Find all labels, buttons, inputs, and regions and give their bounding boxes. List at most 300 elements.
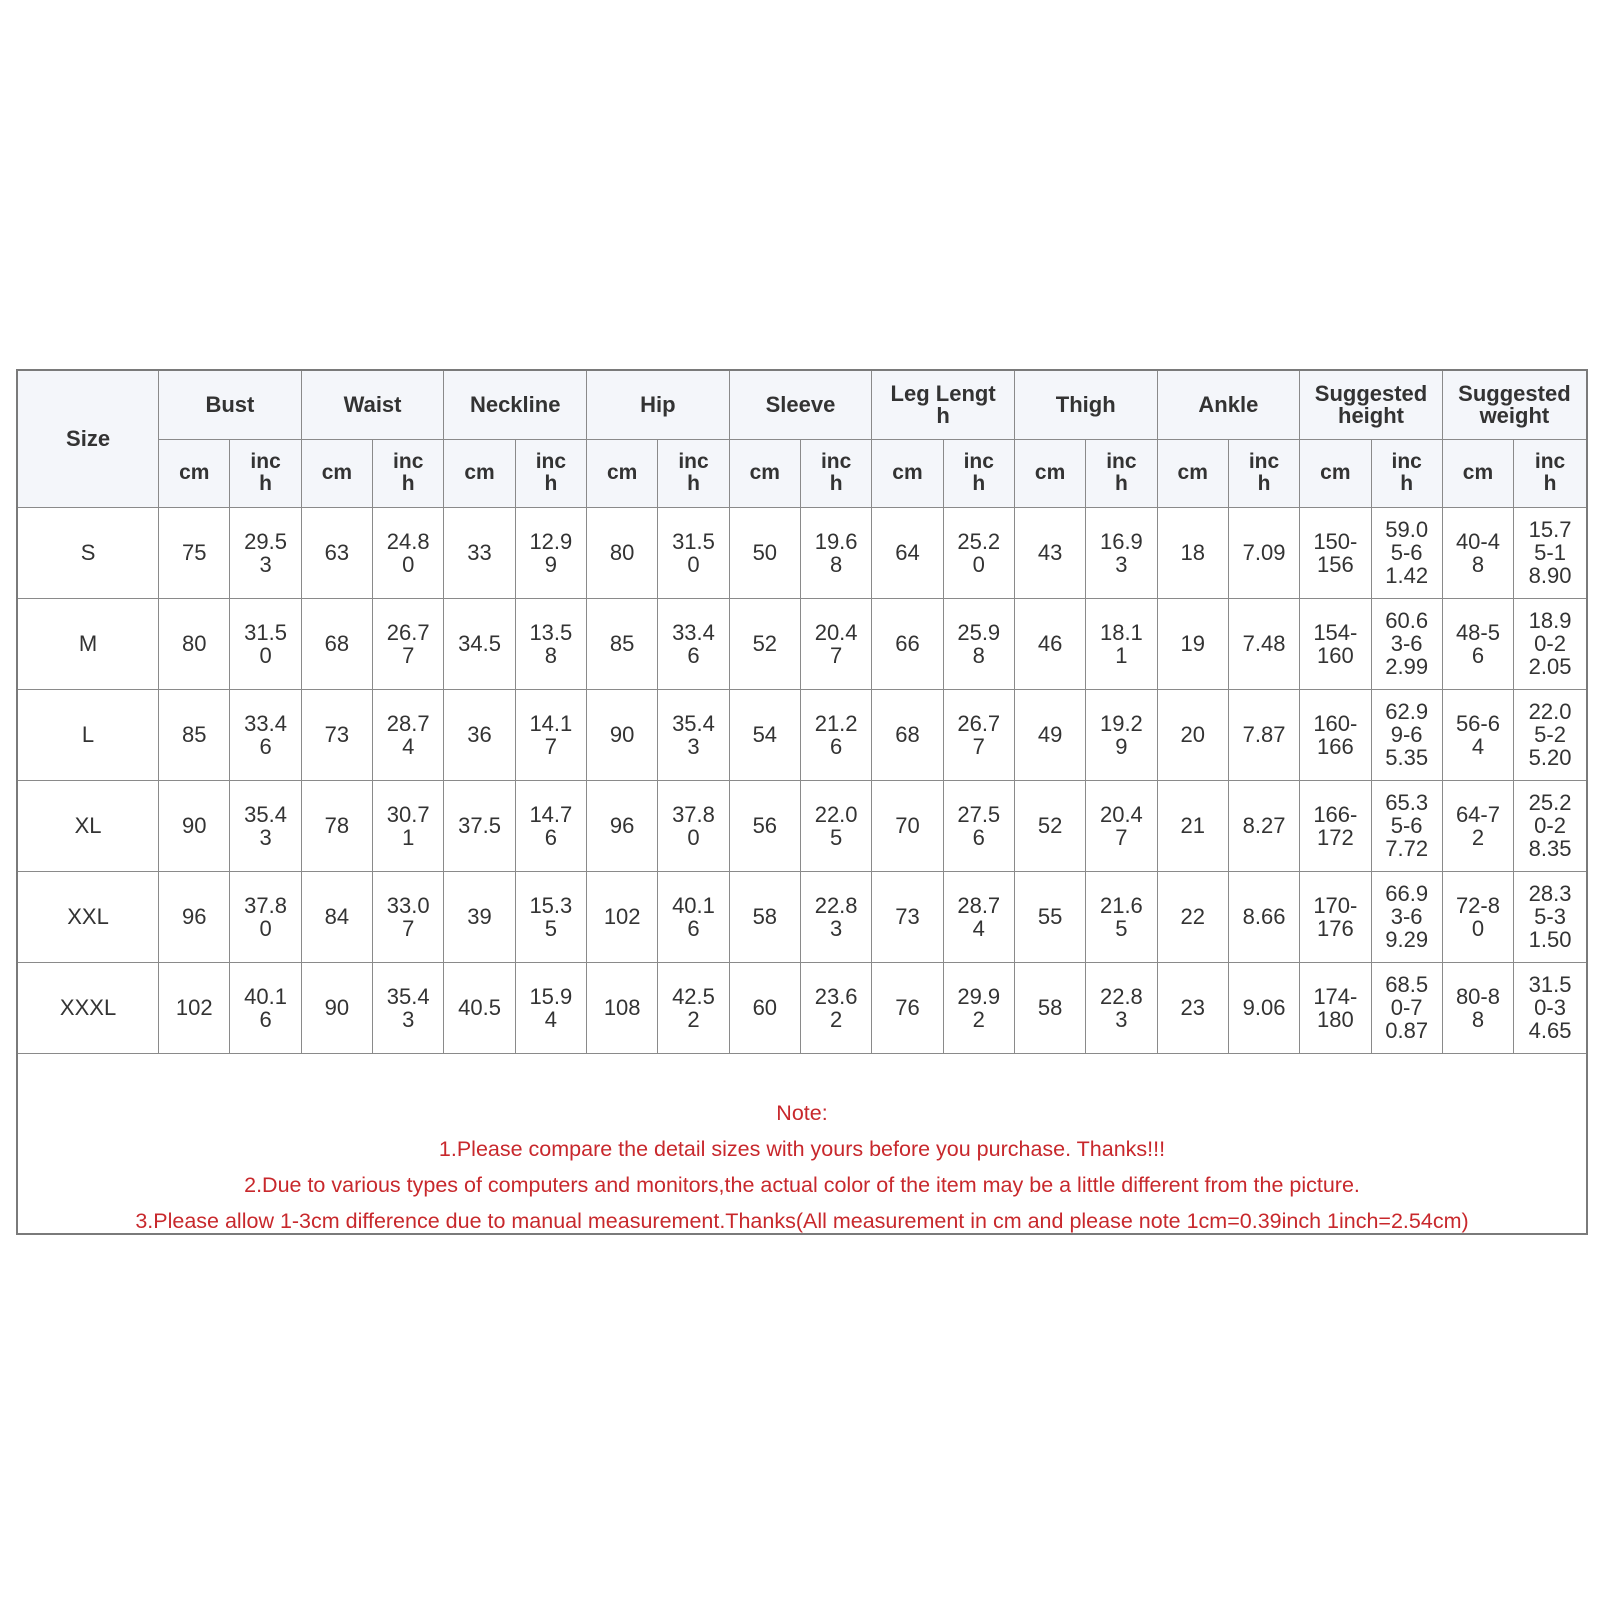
table-cell: [230, 507, 301, 598]
cell-value: 15.35: [529, 892, 573, 941]
cell-value: 56: [752, 813, 778, 838]
cell-value: 154-160: [1313, 619, 1358, 668]
table-cell: [515, 871, 586, 962]
unit-header: [587, 439, 658, 507]
cell-value: 62.99-65.35: [1385, 699, 1429, 770]
table-cell: [729, 962, 800, 1053]
cell-value: 166-172: [1313, 801, 1358, 850]
table-cell: [373, 962, 444, 1053]
cell-value: 85: [182, 722, 207, 747]
table-cell: [373, 507, 444, 598]
group-header-label: Ankle: [1198, 391, 1259, 417]
group-header: [1014, 371, 1157, 439]
table-cell: [1228, 871, 1299, 962]
unit-header: [872, 439, 943, 507]
table-cell: [872, 780, 943, 871]
table-cell: [1442, 871, 1513, 962]
cell-value: 72-80: [1455, 892, 1500, 941]
cell-value: 68.50-70.87: [1385, 972, 1429, 1043]
unit-header: [1442, 439, 1513, 507]
table-cell: [230, 598, 301, 689]
cell-value: 19: [1180, 631, 1205, 656]
table-cell: [1514, 962, 1586, 1053]
table-cell: [301, 962, 372, 1053]
size-label: L: [18, 689, 159, 780]
cell-value: 7.48: [1242, 631, 1286, 656]
cell-value: 39: [467, 904, 492, 929]
table-cell: [1157, 962, 1228, 1053]
cell-value: 70: [895, 813, 920, 838]
unit-header: [800, 439, 871, 507]
table-cell: [373, 871, 444, 962]
cell-value: 46: [1037, 631, 1063, 656]
table-cell: [230, 962, 301, 1053]
cell-value: 75: [182, 540, 207, 565]
cell-value: 13.58: [529, 619, 573, 668]
table-cell: [800, 962, 871, 1053]
cell-value: 24.80: [386, 528, 430, 577]
cell-value: 55: [1037, 904, 1063, 929]
table-cell: [1014, 871, 1085, 962]
cell-value: 8.27: [1242, 813, 1286, 838]
table-cell: [1086, 962, 1157, 1053]
table-cell: [1300, 871, 1371, 962]
cell-value: 96: [609, 813, 635, 838]
cell-value: 14.76: [529, 801, 573, 850]
cell-value: 50: [752, 540, 778, 565]
size-label: XXXL: [18, 962, 159, 1053]
unit-header: [373, 439, 444, 507]
table-cell: [373, 598, 444, 689]
unit-header-label: cm: [749, 461, 780, 484]
table-cell: [444, 507, 515, 598]
cell-value: 26.77: [386, 619, 430, 668]
table-cell: [230, 689, 301, 780]
cell-value: 150-156: [1313, 528, 1358, 577]
cell-value: 54: [752, 722, 778, 747]
table-cell: [1228, 507, 1299, 598]
cell-value: 64-72: [1455, 801, 1500, 850]
cell-value: 63: [324, 540, 350, 565]
unit-header: [1228, 439, 1299, 507]
table-cell: [230, 780, 301, 871]
table-cell: [1014, 507, 1085, 598]
unit-header: [943, 439, 1014, 507]
unit-header-label: cm: [1462, 461, 1494, 484]
cell-value: 21: [1180, 813, 1205, 838]
unit-header-label: inch: [678, 450, 709, 495]
table-cell: [1014, 780, 1085, 871]
cell-value: 66: [895, 631, 920, 656]
table-cell: [943, 598, 1014, 689]
table-cell: [943, 962, 1014, 1053]
cell-value: 73: [895, 904, 920, 929]
cell-value: 25.20: [957, 528, 1001, 577]
table-cell: [1086, 871, 1157, 962]
cell-value: 21.26: [814, 710, 858, 759]
unit-header: [1514, 439, 1586, 507]
table-cell: [1371, 507, 1442, 598]
table-cell: [1014, 598, 1085, 689]
unit-header: [1300, 439, 1371, 507]
cell-value: 22.05: [814, 801, 858, 850]
cell-value: 90: [609, 722, 635, 747]
cell-value: 68: [895, 722, 920, 747]
cell-value: 28.35-31.50: [1528, 881, 1572, 952]
cell-value: 22.05-25.20: [1528, 699, 1572, 770]
cell-value: 29.53: [244, 528, 287, 577]
table-row: [18, 780, 1586, 871]
unit-header-label: cm: [1034, 461, 1066, 484]
note-line-2: 2.Due to various types of computers and monitors,the actual color of the item may be a little different from the picture.: [244, 1173, 1360, 1197]
cell-value: 18.11: [1099, 619, 1143, 668]
cell-value: 31.50: [672, 528, 715, 577]
table-cell: [1371, 780, 1442, 871]
unit-header-label: cm: [179, 461, 210, 484]
table-cell: [159, 507, 230, 598]
cell-value: 33: [467, 540, 492, 565]
group-header-label: Sleeve: [765, 391, 836, 417]
unit-header: [729, 439, 800, 507]
table-cell: [1228, 780, 1299, 871]
table-cell: [301, 598, 372, 689]
group-header-label: Neckline: [469, 391, 561, 417]
table-cell: [515, 598, 586, 689]
cell-value: 42.52: [672, 983, 715, 1032]
cell-value: 7.09: [1242, 540, 1286, 565]
cell-value: 15.94: [529, 983, 573, 1032]
table-cell: [1228, 689, 1299, 780]
cell-value: 16.93: [1099, 528, 1143, 577]
table-row: [18, 507, 1586, 598]
cell-value: 34.5: [458, 631, 501, 656]
cell-value: 40.16: [244, 983, 287, 1032]
table-cell: [1514, 598, 1586, 689]
unit-header: [1157, 439, 1228, 507]
table-cell: [800, 598, 871, 689]
cell-value: 102: [175, 995, 213, 1020]
unit-header-label: inch: [963, 450, 994, 495]
table-cell: [587, 689, 658, 780]
group-header-label: Hip: [640, 391, 676, 417]
cell-value: 85: [609, 631, 635, 656]
table-cell: [373, 689, 444, 780]
unit-header-label: inch: [1391, 450, 1422, 495]
table-cell: [1371, 962, 1442, 1053]
cell-value: 90: [182, 813, 207, 838]
table-cell: [729, 689, 800, 780]
cell-value: 21.65: [1099, 892, 1143, 941]
table-cell: [658, 871, 729, 962]
table-cell: [1371, 598, 1442, 689]
unit-header-label: cm: [464, 461, 495, 484]
unit-header: [1014, 439, 1085, 507]
unit-header-label: cm: [1177, 461, 1208, 484]
table-cell: [587, 780, 658, 871]
cell-value: 23.62: [814, 983, 858, 1032]
unit-header: [444, 439, 515, 507]
cell-value: 160-166: [1313, 710, 1358, 759]
table-cell: [1014, 962, 1085, 1053]
cell-value: 60.63-62.99: [1385, 608, 1429, 679]
group-header-label: Waist: [343, 391, 402, 417]
size-label: XL: [18, 780, 159, 871]
cell-value: 22: [1180, 904, 1205, 929]
table-cell: [658, 598, 729, 689]
table-cell: [1228, 962, 1299, 1053]
table-cell: [1514, 507, 1586, 598]
table-cell: [729, 780, 800, 871]
table-cell: [1086, 780, 1157, 871]
table-cell: [800, 507, 871, 598]
table-cell: [1014, 689, 1085, 780]
cell-value: 40-48: [1455, 528, 1500, 577]
cell-value: 33.07: [386, 892, 430, 941]
cell-value: 22.83: [1099, 983, 1143, 1032]
cell-value: 12.99: [529, 528, 573, 577]
table-cell: [1442, 962, 1513, 1053]
table-cell: [587, 507, 658, 598]
table-cell: [159, 962, 230, 1053]
table-cell: [1442, 780, 1513, 871]
group-header: [444, 371, 587, 439]
group-header: [872, 371, 1015, 439]
table-cell: [1300, 598, 1371, 689]
cell-value: 35.43: [244, 801, 287, 850]
cell-value: 8.66: [1242, 904, 1286, 929]
cell-value: 36: [467, 722, 492, 747]
cell-value: 20.47: [814, 619, 858, 668]
cell-value: 40.5: [458, 995, 501, 1020]
table-cell: [1442, 598, 1513, 689]
cell-value: 80: [609, 540, 635, 565]
size-label: XXL: [18, 871, 159, 962]
table-cell: [159, 689, 230, 780]
unit-header-label: inch: [820, 450, 852, 495]
cell-value: 20: [1180, 722, 1205, 747]
group-header: [1157, 371, 1300, 439]
table-cell: [872, 598, 943, 689]
unit-header: [159, 439, 230, 507]
cell-value: 18.90-22.05: [1528, 608, 1572, 679]
unit-header-label: inch: [1248, 450, 1280, 495]
table-cell: [658, 780, 729, 871]
group-header-label: Suggested height: [1314, 380, 1428, 428]
cell-value: 52: [1037, 813, 1063, 838]
table-cell: [943, 507, 1014, 598]
cell-value: 65.35-67.72: [1385, 790, 1429, 861]
table-cell: [729, 507, 800, 598]
cell-value: 43: [1037, 540, 1063, 565]
table-cell: [301, 780, 372, 871]
table-cell: [1514, 871, 1586, 962]
table-cell: [587, 871, 658, 962]
cell-value: 33.46: [672, 619, 715, 668]
cell-value: 37.80: [244, 892, 287, 941]
table-cell: [373, 780, 444, 871]
cell-value: 33.46: [244, 710, 287, 759]
table-cell: [444, 962, 515, 1053]
size-label: S: [18, 507, 159, 598]
unit-header-label: cm: [606, 461, 638, 484]
cell-value: 18: [1180, 540, 1205, 565]
group-header: [159, 371, 302, 439]
cell-value: 68: [324, 631, 350, 656]
cell-value: 37.5: [458, 813, 501, 838]
cell-value: 14.17: [529, 710, 573, 759]
table-cell: [1086, 507, 1157, 598]
table-cell: [872, 689, 943, 780]
cell-value: 28.74: [386, 710, 430, 759]
table-row: [18, 871, 1586, 962]
cell-value: 20.47: [1099, 801, 1143, 850]
unit-header-label: inch: [1106, 450, 1137, 495]
unit-header: [515, 439, 586, 507]
cell-value: 84: [324, 904, 350, 929]
cell-value: 108: [603, 995, 641, 1020]
table-row: [18, 689, 1586, 780]
group-header-label: Thigh: [1055, 391, 1116, 417]
table-cell: [587, 598, 658, 689]
unit-header: [301, 439, 372, 507]
table-cell: [1514, 780, 1586, 871]
table-cell: [301, 871, 372, 962]
cell-value: 90: [324, 995, 350, 1020]
table-cell: [729, 871, 800, 962]
cell-value: 66.93-69.29: [1385, 881, 1429, 952]
table-cell: [1157, 780, 1228, 871]
table-cell: [1157, 871, 1228, 962]
table-cell: [444, 689, 515, 780]
cell-value: 96: [182, 904, 207, 929]
cell-value: 15.75-18.90: [1528, 517, 1572, 588]
group-header-label: Suggested weight: [1458, 380, 1571, 428]
table-cell: [301, 689, 372, 780]
table-row: [18, 962, 1586, 1053]
group-header-label: Bust: [205, 391, 255, 417]
cell-value: 7.87: [1242, 722, 1286, 747]
cell-value: 49: [1037, 722, 1063, 747]
cell-value: 22.83: [814, 892, 858, 941]
table-cell: [1442, 507, 1513, 598]
cell-value: 29.92: [957, 983, 1001, 1032]
table-cell: [800, 780, 871, 871]
cell-value: 174-180: [1313, 983, 1358, 1032]
table-cell: [230, 871, 301, 962]
unit-header-label: inch: [393, 450, 424, 495]
cell-value: 52: [752, 631, 778, 656]
table-cell: [943, 871, 1014, 962]
cell-value: 35.43: [386, 983, 430, 1032]
size-table: [18, 371, 1586, 1054]
group-header: [301, 371, 444, 439]
cell-value: 58: [1037, 995, 1063, 1020]
table-cell: [1228, 598, 1299, 689]
table-cell: [1371, 689, 1442, 780]
table-cell: [1086, 689, 1157, 780]
table-cell: [1442, 689, 1513, 780]
cell-value: 37.80: [672, 801, 715, 850]
unit-header: [230, 439, 301, 507]
table-cell: [515, 780, 586, 871]
table-cell: [729, 598, 800, 689]
cell-value: 80-88: [1455, 983, 1500, 1032]
cell-value: 78: [324, 813, 350, 838]
table-cell: [872, 507, 943, 598]
cell-value: 26.77: [957, 710, 1001, 759]
cell-value: 73: [324, 722, 350, 747]
table-cell: [872, 962, 943, 1053]
cell-value: 30.71: [386, 801, 430, 850]
table-cell: [658, 962, 729, 1053]
unit-header-label: inch: [535, 450, 567, 495]
table-cell: [301, 507, 372, 598]
group-header: [729, 371, 872, 439]
unit-header: [1086, 439, 1157, 507]
table-cell: [658, 689, 729, 780]
cell-value: 60: [752, 995, 778, 1020]
cell-value: 25.20-28.35: [1528, 790, 1572, 861]
unit-header-label: inch: [1534, 450, 1566, 495]
table-cell: [159, 780, 230, 871]
table-cell: [1086, 598, 1157, 689]
notes-block: [18, 1077, 1586, 1239]
table-cell: [658, 507, 729, 598]
cell-value: 31.50: [244, 619, 287, 668]
cell-value: 25.98: [957, 619, 1001, 668]
unit-header: [1371, 439, 1442, 507]
table-cell: [515, 962, 586, 1053]
note-line-1: 1.Please compare the detail sizes with yours before you purchase. Thanks!!!: [438, 1137, 1166, 1161]
table-cell: [515, 689, 586, 780]
note-title: Note:: [776, 1101, 828, 1125]
group-header: [587, 371, 730, 439]
cell-value: 58: [752, 904, 778, 929]
cell-value: 19.29: [1099, 710, 1143, 759]
table-cell: [444, 780, 515, 871]
table-row: [18, 598, 1586, 689]
cell-value: 23: [1180, 995, 1205, 1020]
cell-value: 102: [603, 904, 641, 929]
unit-header-label: cm: [1320, 461, 1351, 484]
size-column-header: Size: [18, 371, 159, 507]
table-cell: [587, 962, 658, 1053]
table-cell: [872, 871, 943, 962]
cell-value: 56-64: [1455, 710, 1500, 759]
unit-header-label: inch: [250, 450, 281, 495]
unit-header-label: cm: [321, 461, 353, 484]
table-cell: [1157, 689, 1228, 780]
note-line-3: 3.Please allow 1-3cm difference due to manual measurement.Thanks(All measurement in cm and please note 1cm=0.39inch 1inch=2.54cm): [135, 1209, 1469, 1233]
size-chart: [16, 369, 1588, 1235]
cell-value: 48-56: [1455, 619, 1500, 668]
table-cell: [943, 780, 1014, 871]
table-cell: [800, 871, 871, 962]
size-label: M: [18, 598, 159, 689]
table-cell: [1300, 507, 1371, 598]
table-cell: [515, 507, 586, 598]
cell-value: 19.68: [814, 528, 858, 577]
table-cell: [1157, 598, 1228, 689]
unit-header: [658, 439, 729, 507]
table-cell: [1300, 962, 1371, 1053]
cell-value: 27.56: [957, 801, 1001, 850]
table-cell: [1300, 689, 1371, 780]
cell-value: 35.43: [672, 710, 715, 759]
cell-value: 170-176: [1313, 892, 1358, 941]
table-cell: [1300, 780, 1371, 871]
table-cell: [159, 598, 230, 689]
